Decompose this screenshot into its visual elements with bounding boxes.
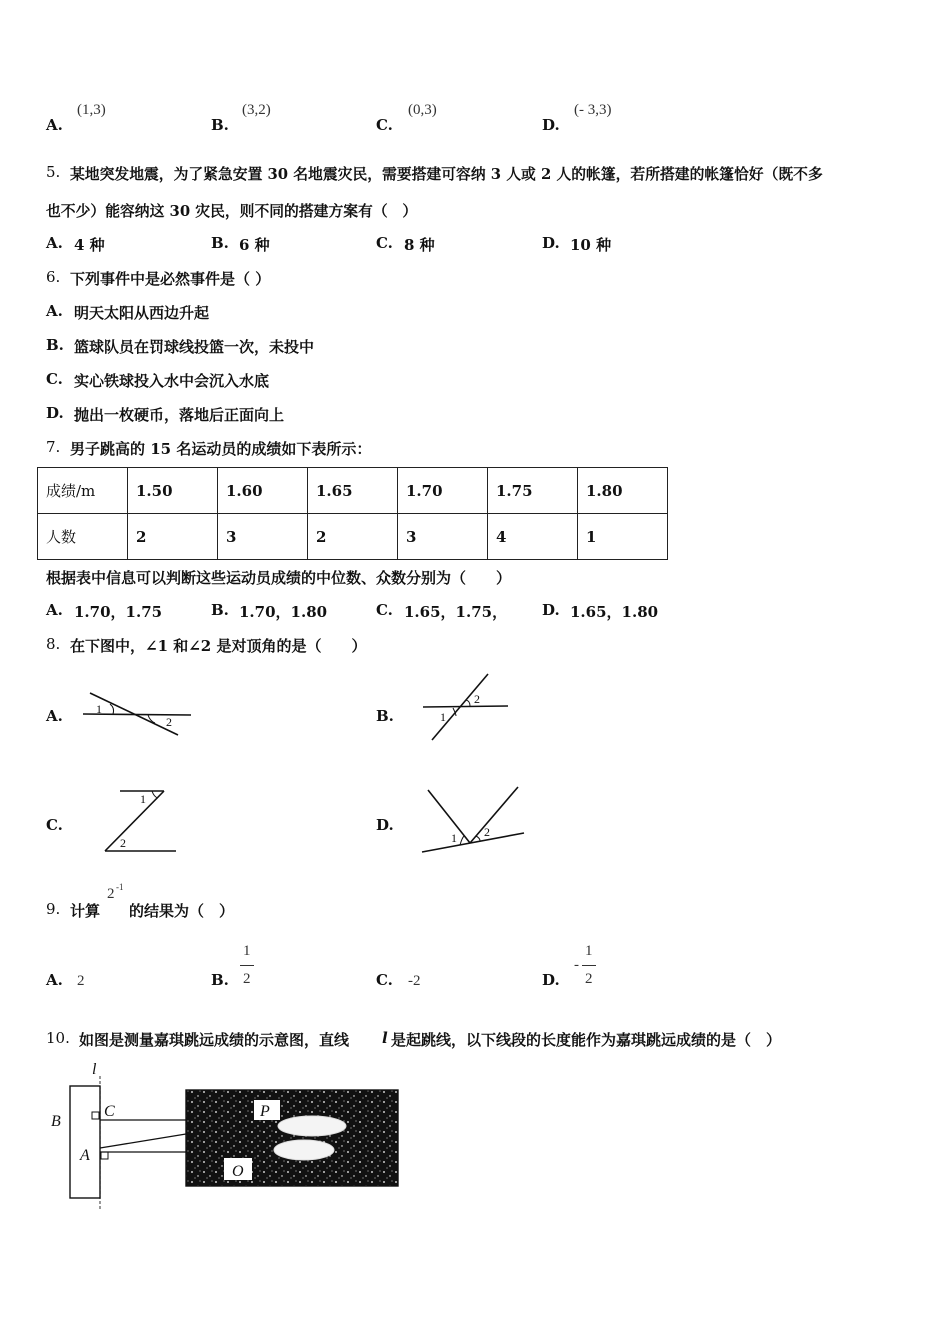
q10-stem-pre: 如图是测量嘉琪跳远成绩的示意图，直线	[79, 1031, 350, 1049]
table-cell: 1	[578, 514, 668, 560]
q7-question: 根据表中信息可以判断这些运动员成绩的中位数、众数分别为（ ）	[46, 569, 512, 587]
q5-option-c-label[interactable]: C.	[376, 234, 393, 252]
q10-number: 10.	[46, 1029, 70, 1047]
q9-option-d-numerator: 1	[585, 943, 593, 959]
q4-option-d-value: (- 3,3)	[574, 102, 612, 118]
q7-option-c-label[interactable]: C.	[376, 601, 393, 619]
q6-option-d-label[interactable]: D.	[46, 404, 64, 422]
q7-option-d-label[interactable]: D.	[542, 601, 560, 619]
q5-option-d-value: 10 种	[570, 236, 612, 254]
angle-arc	[476, 836, 480, 841]
q7-option-a-label[interactable]: A.	[46, 601, 63, 619]
footprint-upper	[278, 1116, 346, 1136]
q8-option-a-label[interactable]: A.	[46, 707, 63, 725]
q9-exponent: -1	[116, 882, 124, 892]
footprint-lower	[274, 1140, 334, 1160]
q5-option-c-value: 8 种	[404, 236, 435, 254]
q4-option-b-label[interactable]: B.	[211, 116, 229, 134]
q4-option-c-label[interactable]: C.	[376, 116, 393, 134]
angle-2-label: 2	[474, 692, 480, 706]
table-cell: 4	[488, 514, 578, 560]
q9-option-a-label[interactable]: A.	[46, 971, 63, 989]
angle-1-label: 1	[96, 702, 102, 716]
fraction-bar	[240, 965, 254, 966]
q9-stem-pre: 计算	[70, 902, 101, 920]
q7-number: 7.	[46, 438, 61, 456]
q8-figure-d	[420, 784, 526, 856]
q8-figure-c	[100, 786, 180, 856]
table-cell: 1.60	[218, 468, 308, 514]
q5-number: 5.	[46, 163, 61, 181]
table-cell: 1.65	[308, 468, 398, 514]
table-cell: 2	[308, 514, 398, 560]
q6-option-b-label[interactable]: B.	[46, 336, 64, 354]
fraction-bar	[582, 965, 596, 966]
angle-1-label: 1	[140, 792, 146, 806]
q6-option-a-label[interactable]: A.	[46, 302, 63, 320]
q10-line-name: l	[382, 1029, 388, 1047]
q7-option-b-value: 1.70，1.80	[239, 603, 328, 621]
q5-option-b-label[interactable]: B.	[211, 234, 229, 252]
table-cell: 人数	[38, 514, 128, 560]
q8-number: 8.	[46, 635, 61, 653]
figure-line	[105, 791, 164, 851]
q5-stem-line1: 某地突发地震，为了紧急安置 30 名地震灾民，需要搭建可容纳 3 人或 2 人的帐篷，若所搭建的帐篷恰好（既不多	[70, 166, 823, 183]
q8-stem: 在下图中，∠1 和∠2 是对顶角的是（ ）	[70, 637, 367, 655]
label-l: l	[92, 1061, 97, 1078]
q8-figure-a	[80, 688, 195, 740]
figure-line	[428, 790, 470, 843]
q8-option-b-label[interactable]: B.	[376, 707, 394, 725]
figure-line	[422, 833, 524, 852]
q6-option-d-value: 抛出一枚硬币，落地后正面向上	[74, 406, 285, 424]
q7-option-d-value: 1.65，1.80	[570, 603, 659, 621]
q7-option-a-value: 1.70，1.75	[74, 603, 163, 621]
q7-score-table	[37, 467, 668, 560]
label-o: O	[232, 1163, 244, 1180]
angle-1-label: 1	[440, 710, 446, 724]
q8-figure-b	[420, 670, 512, 744]
q9-option-b-label[interactable]: B.	[211, 971, 229, 989]
q5-option-a-label[interactable]: A.	[46, 234, 63, 252]
table-row	[38, 514, 668, 560]
right-angle-mark	[101, 1152, 108, 1159]
q5-option-b-value: 6 种	[239, 236, 270, 254]
q9-stem-post: 的结果为（ ）	[129, 902, 235, 920]
q6-option-c-value: 实心铁球投入水中会沉入水底	[74, 372, 270, 390]
q9-option-d-label[interactable]: D.	[542, 971, 560, 989]
table-row	[38, 468, 668, 514]
q4-option-a-label[interactable]: A.	[46, 116, 63, 134]
label-p: P	[260, 1103, 270, 1120]
table-cell: 1.70	[398, 468, 488, 514]
angle-arc	[110, 704, 114, 714]
table-cell: 3	[218, 514, 308, 560]
table-cell: 2	[128, 514, 218, 560]
q7-option-b-label[interactable]: B.	[211, 601, 229, 619]
q4-option-c-value: (0,3)	[408, 102, 437, 118]
table-cell: 1.80	[578, 468, 668, 514]
table-cell: 成绩/m	[38, 468, 128, 514]
q9-option-b-denominator: 2	[243, 971, 251, 987]
q10-long-jump-figure	[46, 1060, 406, 1212]
label-c: C	[104, 1103, 115, 1120]
q7-stem: 男子跳高的 15 名运动员的成绩如下表所示：	[70, 440, 372, 458]
q9-option-b-numerator: 1	[243, 943, 251, 959]
q4-option-b-value: (3,2)	[242, 102, 271, 118]
q9-option-d-denominator: 2	[585, 971, 593, 987]
segment-ap	[100, 1134, 186, 1148]
q4-option-d-label[interactable]: D.	[542, 116, 560, 134]
q5-option-a-value: 4 种	[74, 236, 105, 254]
q6-option-b-value: 篮球队员在罚球线投篮一次，未投中	[74, 338, 315, 356]
q6-option-a-value: 明天太阳从西边升起	[74, 304, 210, 322]
q10-stem-post: 是起跳线，以下线段的长度能作为嘉琪跳远成绩的是（ ）	[391, 1031, 782, 1049]
q6-number: 6.	[46, 268, 61, 286]
takeoff-board	[70, 1086, 100, 1198]
figure-line	[470, 787, 518, 843]
sand-pit	[186, 1090, 398, 1186]
q6-stem: 下列事件中是必然事件是（ ）	[70, 270, 271, 288]
label-a: A	[80, 1147, 90, 1164]
angle-arc	[466, 700, 470, 706]
q9-option-d-sign: -	[574, 957, 579, 973]
figure-line	[423, 706, 508, 707]
angle-2-label: 2	[120, 836, 126, 850]
q8-option-c-label[interactable]: C.	[46, 816, 63, 834]
q9-option-c-value: -2	[408, 973, 421, 989]
angle-2-label: 2	[166, 715, 172, 729]
q5-stem-line2: 也不少）能容纳这 30 灾民，则不同的搭建方案有（ ）	[46, 203, 418, 220]
table-cell: 1.75	[488, 468, 578, 514]
label-b: B	[51, 1113, 61, 1130]
q8-option-d-label[interactable]: D.	[376, 816, 394, 834]
q6-option-c-label[interactable]: C.	[46, 370, 63, 388]
angle-1-label: 1	[451, 831, 457, 845]
angle-2-label: 2	[484, 825, 490, 839]
q7-option-c-value: 1.65，1.75，	[404, 603, 508, 621]
table-cell: 3	[398, 514, 488, 560]
q9-number: 9.	[46, 900, 61, 918]
q9-option-c-label[interactable]: C.	[376, 971, 393, 989]
q9-option-a-value: 2	[77, 973, 85, 989]
q9-base: 2	[107, 886, 115, 902]
table-cell: 1.50	[128, 468, 218, 514]
q4-option-a-value: (1,3)	[77, 102, 106, 118]
q5-option-d-label[interactable]: D.	[542, 234, 560, 252]
